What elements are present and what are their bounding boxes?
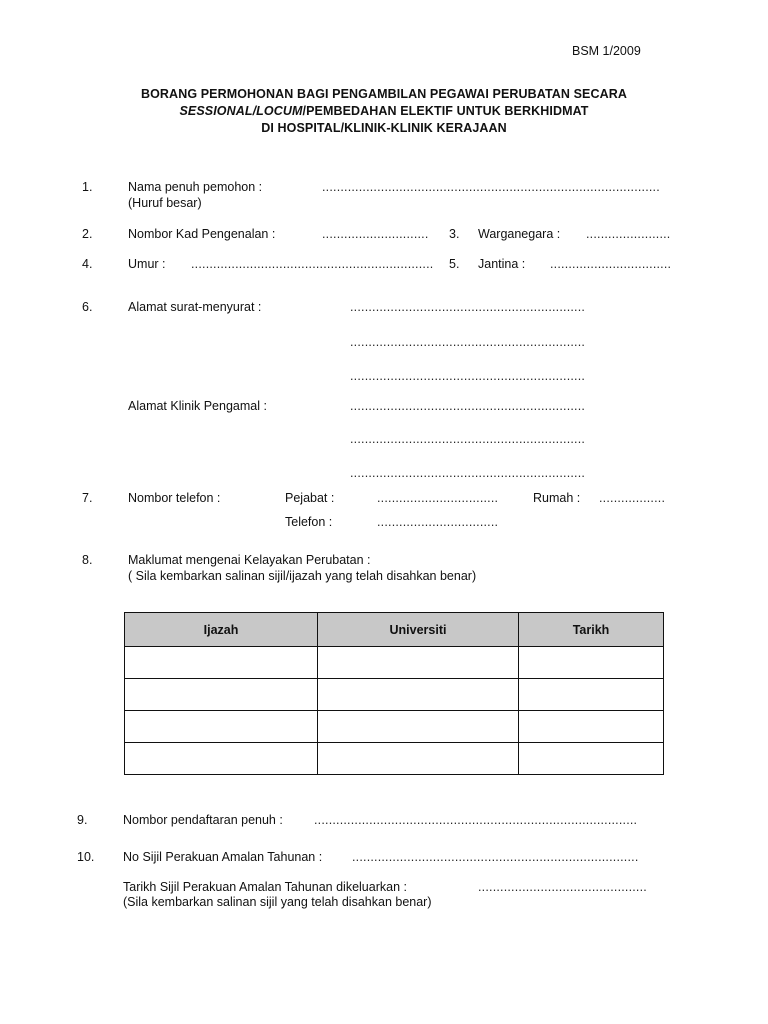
registration-number-field[interactable]: ........................................................................................ bbox=[314, 813, 638, 827]
university-cell[interactable] bbox=[318, 711, 519, 743]
title-italic-part: SESSIONAL/LOCUM bbox=[179, 104, 303, 118]
degree-cell[interactable] bbox=[125, 679, 318, 711]
clinic-address-label: Alamat Klinik Pengamal : bbox=[128, 399, 267, 413]
university-cell[interactable] bbox=[318, 647, 519, 679]
university-cell[interactable] bbox=[318, 679, 519, 711]
apc-date-label: Tarikh Sijil Perakuan Amalan Tahunan dikeluarkan : bbox=[123, 880, 407, 894]
date-cell[interactable] bbox=[519, 711, 664, 743]
citizenship-label: Warganegara : bbox=[478, 227, 561, 241]
clinic-address-line-1[interactable]: ................................................................ bbox=[350, 399, 586, 413]
title-line-3: DI HOSPITAL/KLINIK-KLINIK KERAJAAN bbox=[261, 121, 507, 135]
registration-number-label: Nombor pendaftaran penuh : bbox=[123, 813, 283, 827]
degree-cell[interactable] bbox=[125, 711, 318, 743]
degree-cell[interactable] bbox=[125, 743, 318, 775]
mailing-address-line-1[interactable]: ................................................................ bbox=[350, 300, 586, 314]
date-cell[interactable] bbox=[519, 743, 664, 775]
table-row bbox=[125, 743, 664, 775]
ic-number-label: Nombor Kad Pengenalan : bbox=[128, 227, 276, 241]
field-10-number: 10. bbox=[77, 850, 95, 864]
field-3-number: 3. bbox=[449, 227, 460, 241]
qualification-table bbox=[124, 612, 664, 775]
full-name-label: Nama penuh pemohon : bbox=[128, 180, 263, 194]
gender-field[interactable]: ................................. bbox=[550, 257, 672, 271]
citizenship-field[interactable]: ....................... bbox=[586, 227, 671, 241]
qualification-label: Maklumat mengenai Kelayakan Perubatan : bbox=[128, 553, 371, 567]
field-1-number: 1. bbox=[82, 180, 93, 194]
column-header-date: Tarikh bbox=[519, 613, 664, 647]
table-row bbox=[125, 711, 664, 743]
apc-number-label: No Sijil Perakuan Amalan Tahunan : bbox=[123, 850, 323, 864]
clinic-address-line-3[interactable]: ................................................................ bbox=[350, 466, 586, 480]
gender-label: Jantina : bbox=[478, 257, 526, 271]
apc-note: (Sila kembarkan salinan sijil yang telah disahkan benar) bbox=[123, 895, 432, 909]
apc-number-field[interactable]: .............................................................................. bbox=[352, 850, 639, 864]
full-name-sublabel: (Huruf besar) bbox=[128, 196, 202, 210]
field-6-number: 6. bbox=[82, 300, 93, 314]
date-cell[interactable] bbox=[519, 679, 664, 711]
field-5-number: 5. bbox=[449, 257, 460, 271]
mailing-address-line-2[interactable]: ................................................................ bbox=[350, 335, 586, 349]
home-phone-label: Rumah : bbox=[533, 491, 581, 505]
table-row bbox=[125, 679, 664, 711]
home-phone-field[interactable]: .................. bbox=[599, 491, 666, 505]
ic-number-field[interactable]: ............................. bbox=[322, 227, 429, 241]
qualification-note: ( Sila kembarkan salinan sijil/ijazah yang telah disahkan benar) bbox=[128, 569, 477, 583]
column-header-degree: Ijazah bbox=[125, 613, 318, 647]
date-cell[interactable] bbox=[519, 647, 664, 679]
university-cell[interactable] bbox=[318, 743, 519, 775]
office-phone-label: Pejabat : bbox=[285, 491, 335, 505]
clinic-address-line-2[interactable]: ................................................................ bbox=[350, 432, 586, 446]
mailing-address-line-3[interactable]: ................................................................ bbox=[350, 369, 586, 383]
table-row bbox=[125, 647, 664, 679]
full-name-field[interactable]: ............................................................................................ bbox=[322, 180, 660, 194]
field-4-number: 4. bbox=[82, 257, 93, 271]
title-line-1: BORANG PERMOHONAN BAGI PENGAMBILAN PEGAWAI PERUBATAN SECARA bbox=[140, 87, 627, 101]
title-rest-part: /PEMBEDAHAN ELEKTIF UNTUK BERKHIDMAT bbox=[302, 104, 589, 118]
mobile-phone-label: Telefon : bbox=[285, 515, 333, 529]
field-8-number: 8. bbox=[82, 553, 93, 567]
form-code: BSM 1/2009 bbox=[572, 44, 641, 58]
age-field[interactable]: .................................................................. bbox=[191, 257, 434, 271]
phone-label: Nombor telefon : bbox=[128, 491, 221, 505]
office-phone-field[interactable]: ................................. bbox=[377, 491, 499, 505]
age-label: Umur : bbox=[128, 257, 166, 271]
title-line-2 bbox=[0, 104, 768, 118]
field-9-number: 9. bbox=[77, 813, 88, 827]
mailing-address-label: Alamat surat-menyurat : bbox=[128, 300, 262, 314]
field-7-number: 7. bbox=[82, 491, 93, 505]
field-2-number: 2. bbox=[82, 227, 93, 241]
column-header-university: Universiti bbox=[318, 613, 519, 647]
mobile-phone-field[interactable]: ................................. bbox=[377, 515, 499, 529]
degree-cell[interactable] bbox=[125, 647, 318, 679]
apc-date-field[interactable]: .............................................. bbox=[478, 880, 647, 894]
